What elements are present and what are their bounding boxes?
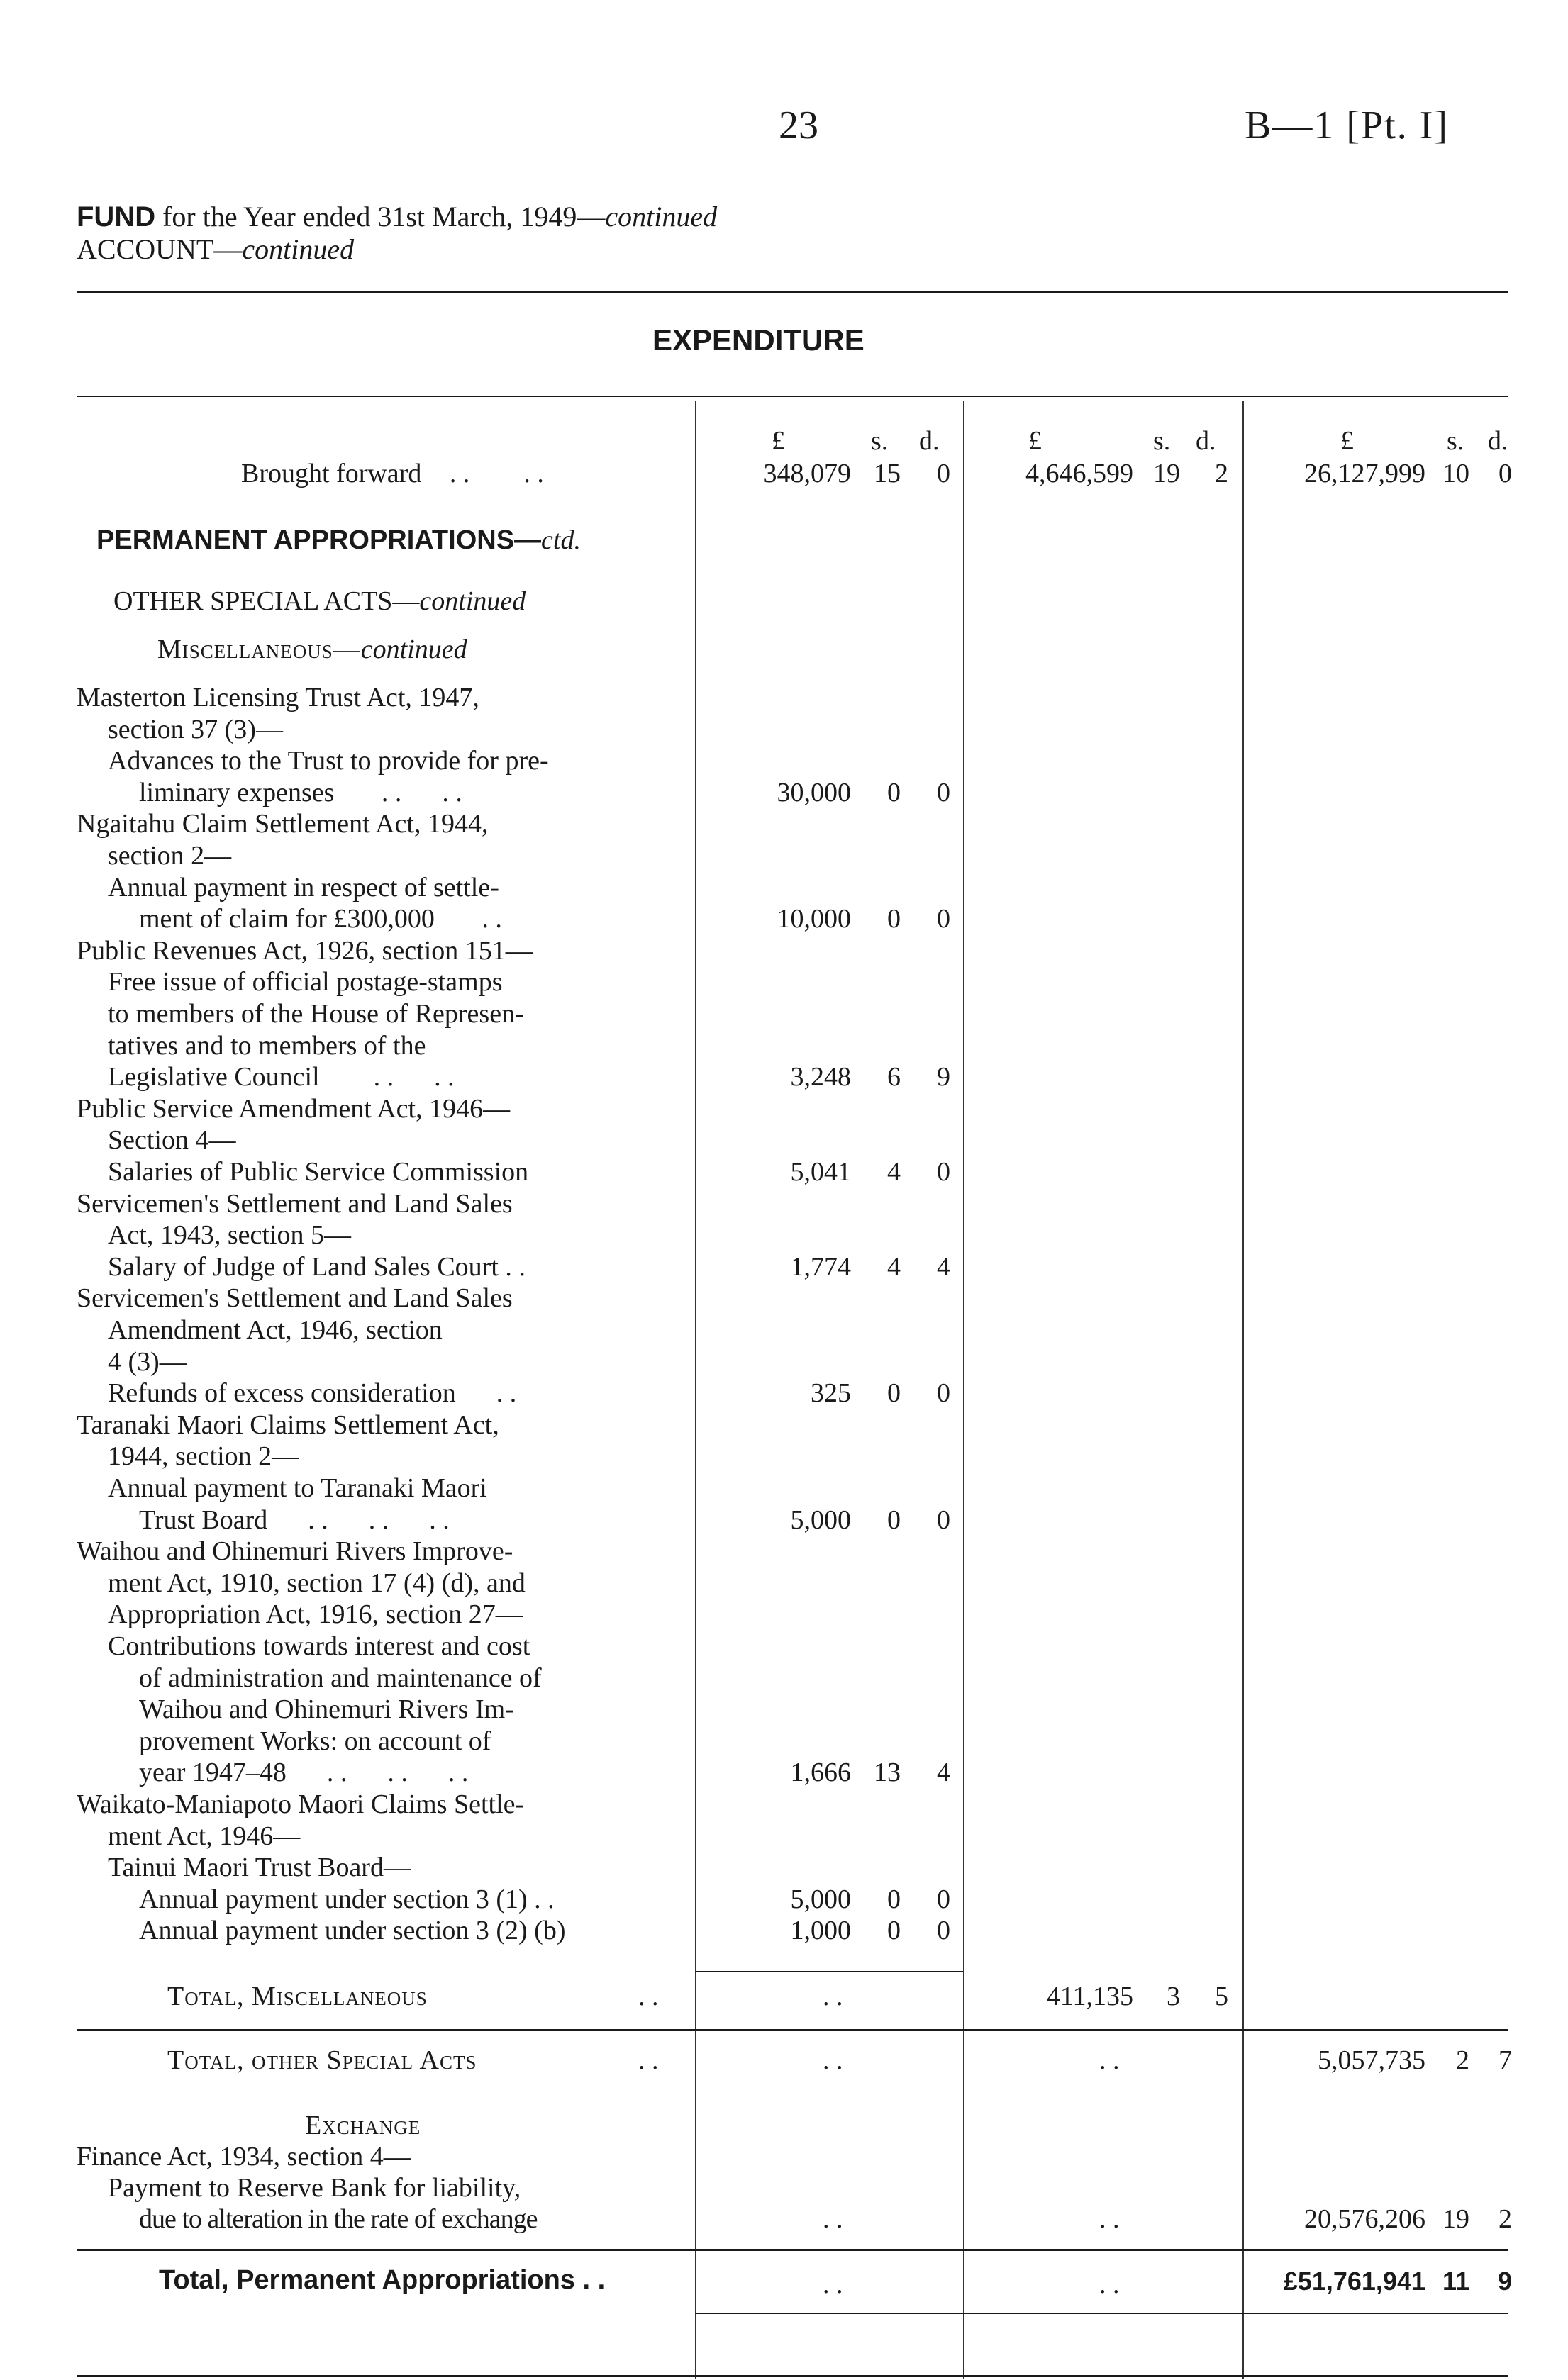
item-line: section 2—	[108, 841, 232, 871]
exchange-col2: . .	[1099, 2204, 1120, 2234]
account-title-text: ACCOUNT—	[77, 233, 243, 265]
amount-shillings: 4	[887, 1157, 901, 1187]
document-reference: B—1 [Pt. I]	[1245, 104, 1449, 147]
item-line: Salary of Judge of Land Sales Court . .	[108, 1252, 526, 1282]
amount-shillings: 4	[887, 1252, 901, 1282]
amount-pence: 9	[937, 1062, 950, 1092]
item-line: Annual payment under section 3 (1) . .	[139, 1884, 555, 1914]
bf-col3-pence: 0	[1499, 459, 1512, 488]
item-line: of administration and maintenance of	[139, 1663, 542, 1693]
col2-d-head: d.	[1196, 426, 1216, 456]
item-line: Waihou and Ohinemuri Rivers Im-	[139, 1694, 514, 1724]
item-line: ment of claim for £300,000 . .	[139, 904, 502, 934]
misc-heading-cont: continued	[360, 635, 467, 664]
total-permanent-col3-shillings: 11	[1442, 2267, 1469, 2296]
total-permanent-col1: . .	[823, 2269, 843, 2299]
exchange-heading: Exchange	[305, 2111, 421, 2140]
item-line: Annual payment to Taranaki Maori	[108, 1473, 487, 1503]
amount-shillings: 0	[887, 1505, 901, 1535]
rule-bottom-1	[695, 2313, 1508, 2314]
exchange-line-1: Finance Act, 1934, section 4—	[77, 2142, 411, 2172]
amount-pounds: 5,000	[790, 1884, 851, 1914]
total-other-label: Total, other Special Acts	[167, 2045, 477, 2075]
item-line: Appropriation Act, 1916, section 27—	[108, 1599, 523, 1629]
amount-pence: 0	[937, 1157, 950, 1187]
column-rule-3	[1242, 401, 1244, 2379]
exchange-col3-pence: 2	[1499, 2204, 1512, 2234]
bf-col1-pence: 0	[937, 459, 950, 488]
amount-shillings: 0	[887, 904, 901, 934]
total-permanent-col3-pounds: £51,761,941	[1283, 2267, 1425, 2296]
amount-pounds: 3,248	[790, 1062, 851, 1092]
amount-pence: 0	[937, 1378, 950, 1408]
bf-col2-shillings: 19	[1153, 459, 1180, 488]
account-title	[77, 233, 354, 266]
account-title-cont: continued	[242, 233, 355, 265]
item-line: Masterton Licensing Trust Act, 1947,	[77, 683, 479, 713]
permanent-heading-ctd: ctd.	[541, 525, 581, 555]
item-line: section 37 (3)—	[108, 715, 283, 744]
total-other-col2: . .	[1099, 2045, 1120, 2075]
amount-shillings: 13	[874, 1758, 901, 1787]
amount-pence: 0	[937, 1916, 950, 1945]
fund-title	[77, 200, 717, 233]
exchange-line-2: Payment to Reserve Bank for liability,	[108, 2173, 521, 2203]
bf-col1-shillings: 15	[874, 459, 901, 488]
col2-pound-head: £	[1028, 426, 1042, 456]
amount-pounds: 1,000	[790, 1916, 851, 1945]
column-rule-2	[963, 401, 964, 2379]
total-permanent-label: Total, Permanent Appropriations . .	[159, 2265, 606, 2295]
item-line: Annual payment under section 3 (2) (b)	[139, 1916, 566, 1945]
item-line: Waihou and Ohinemuri Rivers Improve-	[77, 1536, 513, 1566]
other-special-heading-cont: continued	[419, 586, 526, 616]
col3-pound-head: £	[1340, 426, 1354, 456]
bf-col2-pence: 2	[1215, 459, 1228, 488]
item-line: Ngaitahu Claim Settlement Act, 1944,	[77, 809, 489, 839]
item-line: Servicemen's Settlement and Land Sales	[77, 1189, 513, 1219]
bf-col3-shillings: 10	[1442, 459, 1469, 488]
item-line: Refunds of excess consideration . .	[108, 1378, 517, 1408]
item-line: Public Revenues Act, 1926, section 151—	[77, 936, 533, 966]
amount-shillings: 0	[887, 1378, 901, 1408]
total-misc-col2-shillings: 3	[1167, 1982, 1180, 2011]
other-special-heading	[113, 586, 526, 617]
rule-before-total-misc	[695, 1971, 963, 1972]
brought-forward-dots: . . . .	[449, 459, 544, 488]
amount-pounds: 1,774	[790, 1252, 851, 1282]
column-rule-1	[695, 401, 696, 2379]
amount-pence: 0	[937, 1884, 950, 1914]
item-line: year 1947–48 . . . . . .	[139, 1758, 469, 1787]
exchange-col3-pounds: 20,576,206	[1304, 2204, 1425, 2234]
amount-pence: 0	[937, 778, 950, 808]
amount-pence: 0	[937, 1505, 950, 1535]
amount-shillings: 0	[887, 778, 901, 808]
item-line: Annual payment in respect of settle-	[108, 873, 499, 903]
rule-heading	[77, 396, 1508, 397]
col3-s-head: s.	[1447, 426, 1464, 456]
permanent-heading	[96, 525, 581, 556]
fund-title-bold: FUND	[77, 201, 156, 233]
item-line: ment Act, 1946—	[108, 1821, 301, 1851]
bf-col1-pounds: 348,079	[763, 459, 851, 488]
total-permanent-col2: . .	[1099, 2269, 1120, 2299]
rule-top	[77, 291, 1508, 293]
item-line: Trust Board . . . . . .	[139, 1505, 450, 1535]
amount-pence: 0	[937, 904, 950, 934]
amount-shillings: 0	[887, 1916, 901, 1945]
rule-after-total-misc	[77, 2029, 1508, 2031]
item-line: Servicemen's Settlement and Land Sales	[77, 1283, 513, 1313]
amount-pounds: 10,000	[777, 904, 851, 934]
total-other-col3-shillings: 2	[1456, 2045, 1469, 2075]
fund-title-rest: for the Year ended 31st March, 1949—	[155, 201, 606, 233]
total-other-col3-pounds: 5,057,735	[1318, 2045, 1425, 2075]
item-line: Amendment Act, 1946, section	[108, 1315, 443, 1345]
item-line: Act, 1943, section 5—	[108, 1220, 352, 1250]
col1-s-head: s.	[871, 426, 889, 456]
bf-col3-pounds: 26,127,999	[1304, 459, 1425, 488]
item-line: Legislative Council . . . .	[108, 1062, 455, 1092]
item-line: tatives and to members of the	[108, 1031, 426, 1061]
item-line: Free issue of official postage-stamps	[108, 967, 503, 997]
item-line: to members of the House of Represen-	[108, 999, 524, 1029]
section-heading: EXPENDITURE	[652, 323, 864, 357]
amount-pounds: 5,041	[790, 1157, 851, 1187]
amount-pence: 4	[937, 1758, 950, 1787]
bf-col2-pounds: 4,646,599	[1025, 459, 1133, 488]
rule-bottom-2	[77, 2375, 1508, 2377]
fund-title-cont: continued	[605, 201, 718, 233]
misc-heading	[157, 634, 467, 665]
exchange-col1: . .	[823, 2204, 843, 2234]
total-misc-label: Total, Miscellaneous	[167, 1982, 428, 2011]
item-line: Taranaki Maori Claims Settlement Act,	[77, 1410, 499, 1440]
total-misc-col2-pence: 5	[1215, 1982, 1228, 2011]
item-line: Tainui Maori Trust Board—	[108, 1853, 411, 1882]
total-misc-dots: . .	[638, 1982, 659, 2011]
total-misc-col1: . .	[823, 1982, 843, 2011]
item-line: liminary expenses . . . .	[139, 778, 462, 808]
item-line: ment Act, 1910, section 17 (4) (d), and	[108, 1568, 526, 1598]
total-other-dots: . .	[638, 2045, 659, 2075]
amount-pence: 4	[937, 1252, 950, 1282]
item-line: Salaries of Public Service Commission	[108, 1157, 529, 1187]
permanent-heading-text: PERMANENT APPROPRIATIONS—	[96, 525, 542, 555]
amount-pounds: 325	[811, 1378, 851, 1408]
brought-forward-text: Brought forward	[241, 459, 422, 488]
page-number: 23	[779, 104, 818, 147]
item-line: Contributions towards interest and cost	[108, 1631, 530, 1661]
item-line: 4 (3)—	[108, 1347, 187, 1377]
amount-shillings: 0	[887, 1884, 901, 1914]
rule-before-grand-total	[77, 2249, 1508, 2251]
item-line: Public Service Amendment Act, 1946—	[77, 1094, 511, 1124]
total-other-col3-pence: 7	[1499, 2045, 1512, 2075]
total-misc-col2-pounds: 411,135	[1046, 1982, 1133, 2011]
item-line: Section 4—	[108, 1125, 236, 1155]
col2-s-head: s.	[1153, 426, 1171, 456]
other-special-heading-text: OTHER SPECIAL ACTS—	[113, 586, 420, 616]
exchange-col3-shillings: 19	[1442, 2204, 1469, 2234]
item-line: provement Works: on account of	[139, 1726, 491, 1756]
item-line: 1944, section 2—	[108, 1441, 299, 1471]
total-permanent-col3-pence: 9	[1497, 2267, 1512, 2296]
item-line: Waikato-Maniapoto Maori Claims Settle-	[77, 1789, 525, 1819]
misc-heading-text: Miscellaneous—	[157, 635, 361, 664]
amount-pounds: 30,000	[777, 778, 851, 808]
item-line: Advances to the Trust to provide for pre-	[108, 746, 549, 776]
amount-pounds: 5,000	[790, 1505, 851, 1535]
brought-forward-label	[241, 458, 544, 489]
col3-d-head: d.	[1488, 426, 1508, 456]
exchange-line-3: due to alteration in the rate of exchange	[139, 2204, 538, 2234]
col1-d-head: d.	[919, 426, 940, 456]
total-other-col1: . .	[823, 2045, 843, 2075]
amount-shillings: 6	[887, 1062, 901, 1092]
col1-pound-head: £	[772, 426, 785, 456]
amount-pounds: 1,666	[790, 1758, 851, 1787]
